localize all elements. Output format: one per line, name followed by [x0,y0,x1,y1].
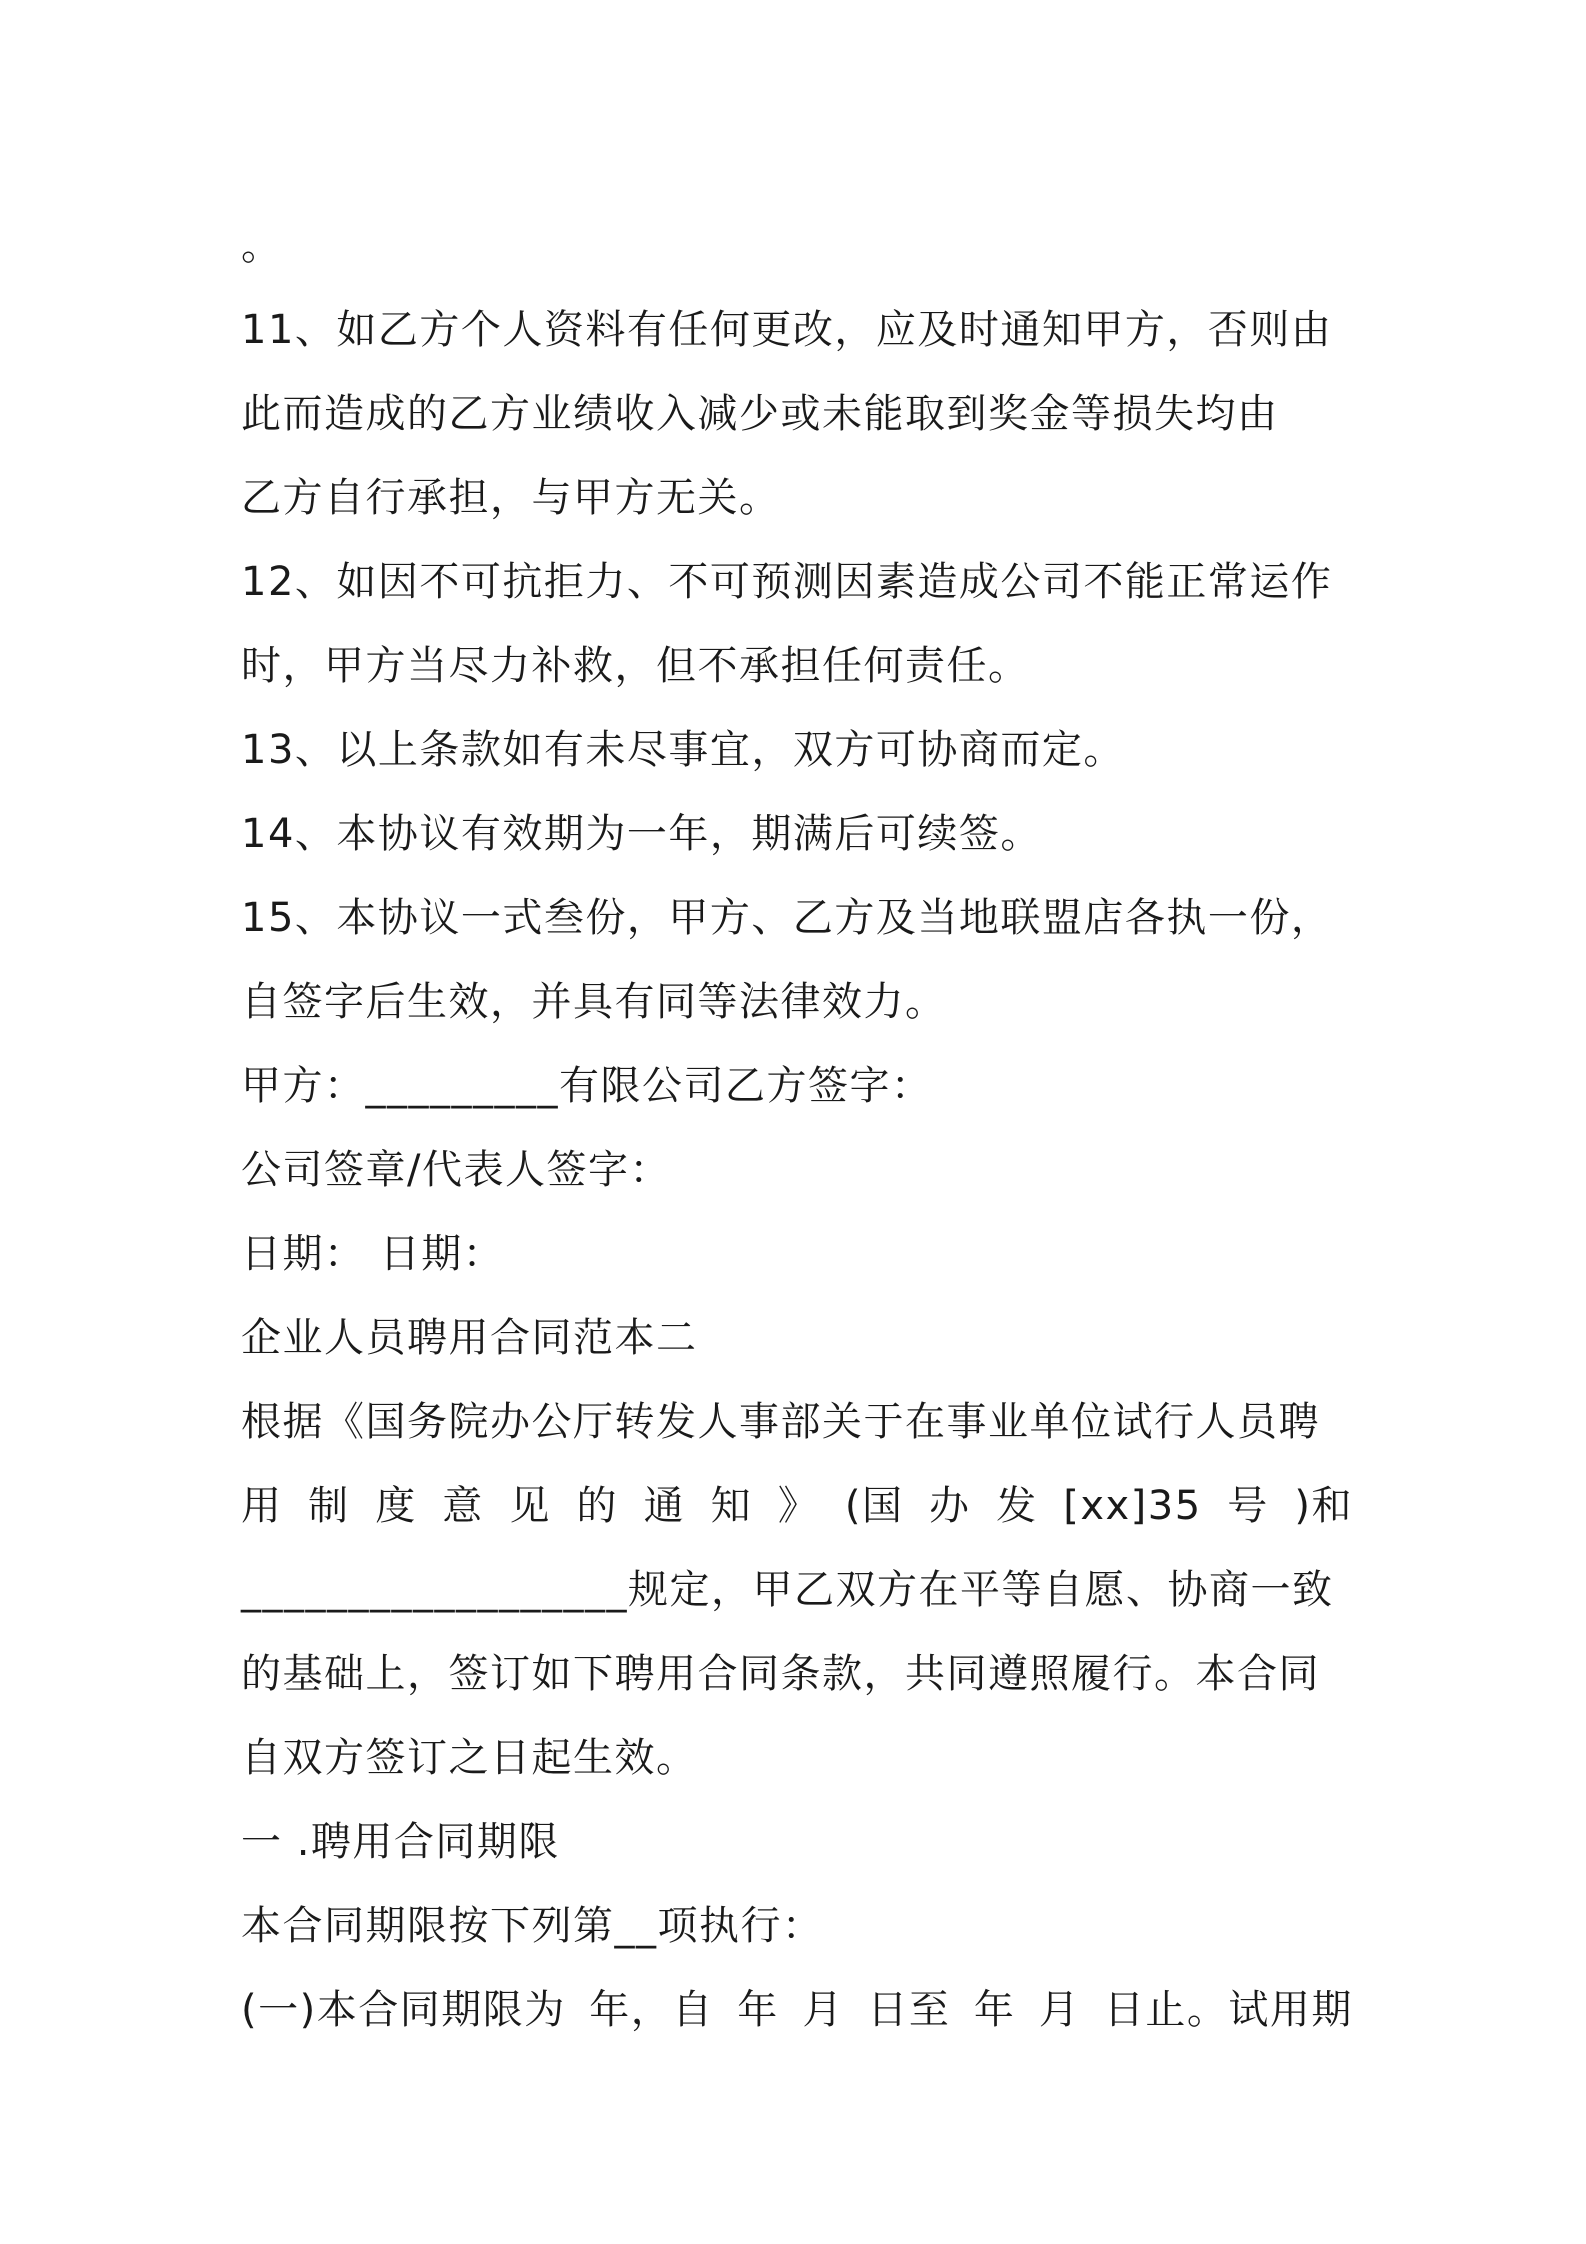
preamble-word: 号 [1227,1483,1269,1529]
preamble-line-1: 根据《国务院办公厅转发人事部关于在事业单位试行人员聘 [241,1399,1320,1445]
clause-15-line-2: 自签字后生效，并具有同等法律效力。 [241,979,947,1025]
preamble-word: [xx]35 [1063,1483,1202,1529]
article-1-intro: 本合同期限按下列第__项执行： [241,1903,824,1949]
party-a-signature-line: 甲方：_________有限公司乙方签字： [241,1063,933,1109]
article-1-heading: 一 .聘用合同期限 [241,1819,560,1865]
clause-11-line-2: 此而造成的乙方业绩收入减少或未能取到奖金等损失均由 [241,391,1279,437]
term-segment: 年 [737,1987,779,2033]
preamble-word: 制 [308,1483,350,1529]
preamble-line-3: __________________规定，甲乙双方在平等自愿、协商一致 [241,1567,1334,1613]
term-segment: 月 [1038,1987,1081,2033]
preamble-word: 知 [710,1483,753,1529]
term-segment: 月 [802,1987,844,2033]
term-segment: 年，自 [589,1987,714,2033]
section-title: 企业人员聘用合同范本二 [241,1315,698,1361]
clause-13: 13、以上条款如有未尽事宜，双方可协商而定。 [241,727,1125,773]
clause-11-line-1: 11、如乙方个人资料有任何更改，应及时通知甲方，否则由 [241,307,1333,353]
document-body [241,204,1353,2052]
date-line: 日期： 日期： [241,1231,505,1277]
clause-11-line-3: 乙方自行承担，与甲方无关。 [241,475,781,521]
preamble-word: 》 [777,1483,820,1529]
term-segment: 日至 [867,1987,951,2033]
preamble-word: 意 [442,1483,484,1529]
clause-15-line-1: 15、本协议一式叁份，甲方、乙方及当地联盟店各执一份， [241,895,1333,941]
preamble-line-2 [241,1464,1353,1548]
preamble-word: 通 [643,1483,686,1529]
preamble-word: 用 [241,1483,283,1529]
preamble-word: 的 [576,1483,618,1529]
term-segment: 日止。试用期 [1103,1987,1353,2033]
term-segment: (一)本合同期限为 [241,1987,566,2033]
clause-12-line-2: 时，甲方当尽力补救，但不承担任何责任。 [241,643,1030,689]
preamble-line-4: 的基础上，签订如下聘用合同条款，共同遵照履行。本合同 [241,1651,1320,1697]
preamble-word: 度 [375,1483,417,1529]
clause-12-line-1: 12、如因不可抗拒力、不可预测因素造成公司不能正常运作 [241,559,1333,605]
preamble-word: )和 [1294,1483,1353,1529]
preamble-word: 见 [509,1483,551,1529]
company-seal-line: 公司签章/代表人签字： [241,1147,671,1193]
article-1-item-1 [241,1968,1353,2052]
preamble-word: 发 [996,1483,1038,1529]
preamble-word: (国 [844,1483,904,1529]
clause-14: 14、本协议有效期为一年，期满后可续签。 [241,811,1042,857]
preamble-line-5: 自双方签订之日起生效。 [241,1735,698,1781]
text-line: 。 [241,223,283,269]
term-segment: 年 [973,1987,1016,2033]
preamble-word: 办 [929,1483,971,1529]
